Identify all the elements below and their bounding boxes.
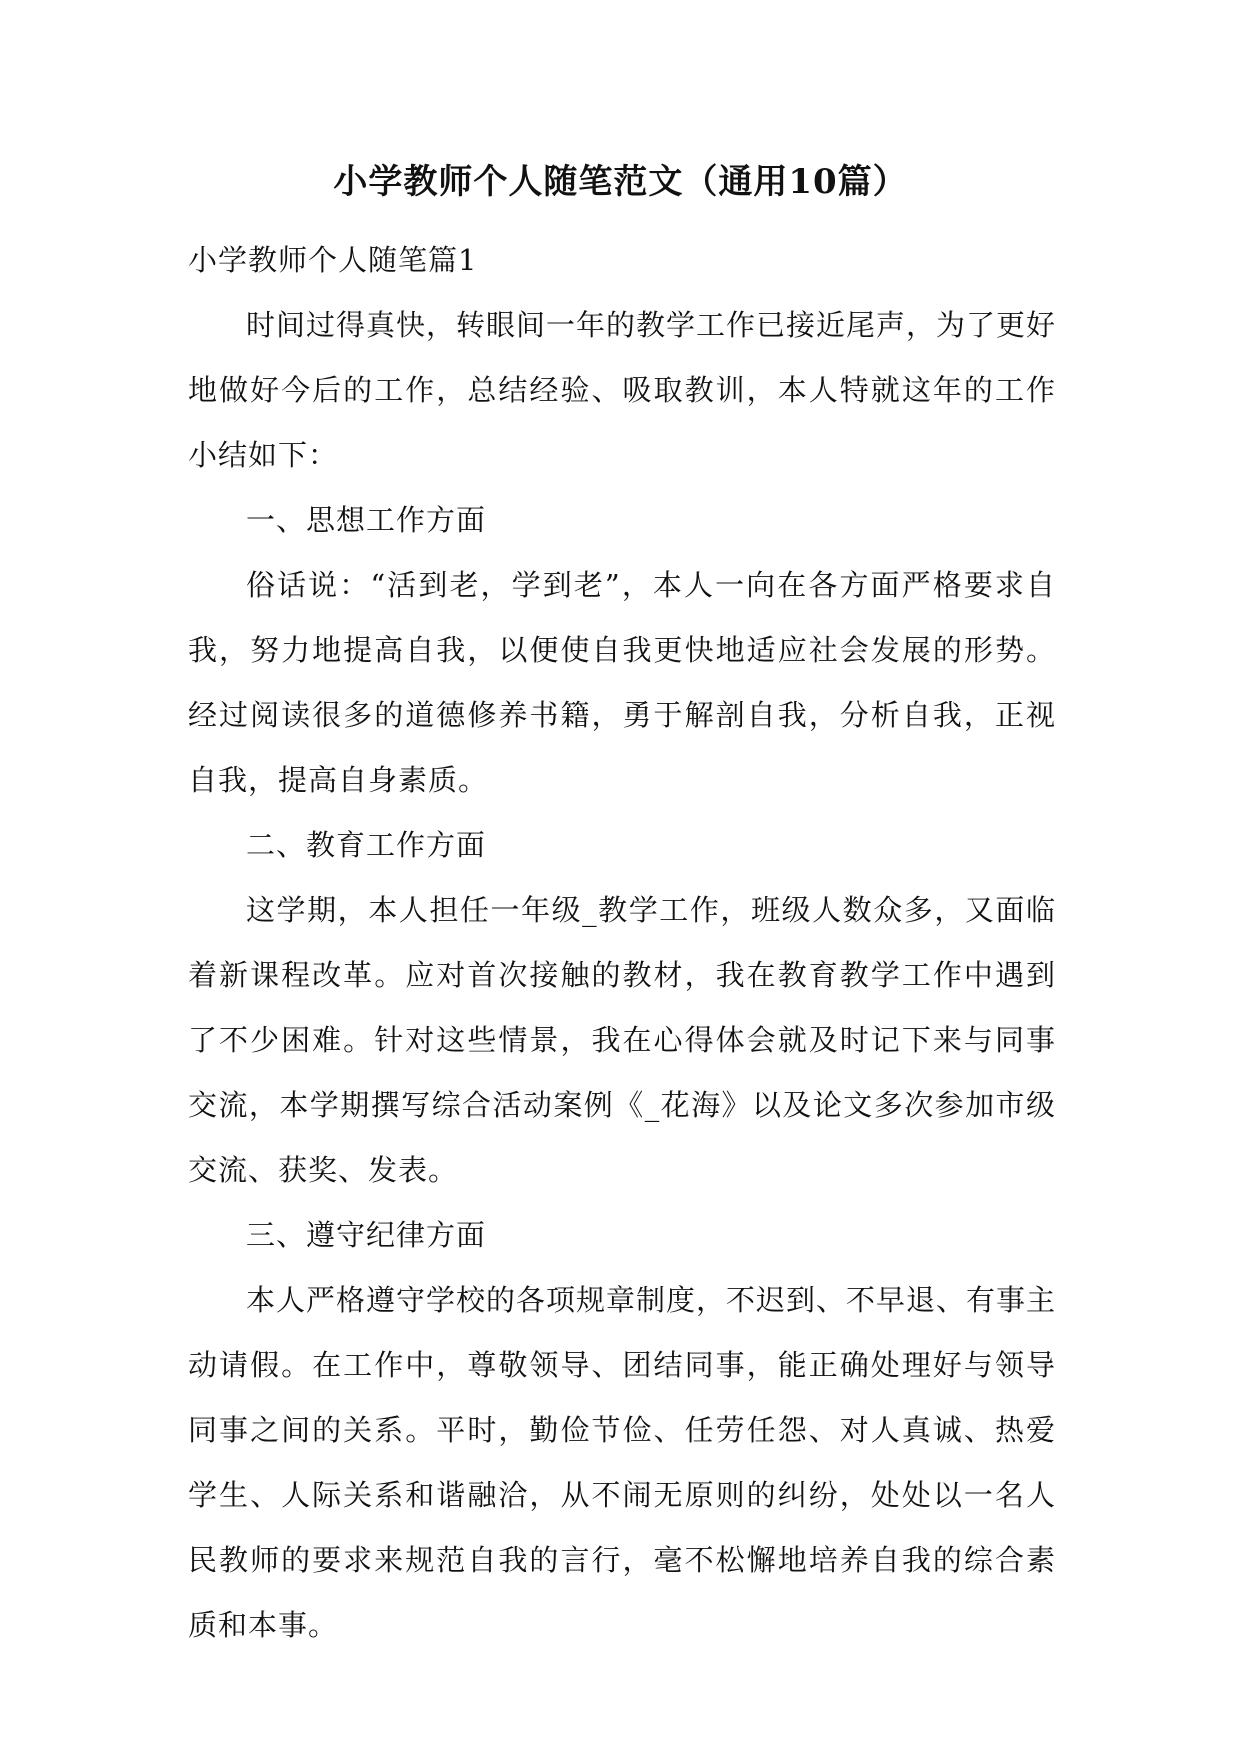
- heading-education: 二、教育工作方面: [246, 828, 487, 862]
- document-body: [188, 228, 1056, 1658]
- document-title: 小学教师个人随笔范文（通用10篇）: [333, 162, 908, 202]
- paragraph-education: 这学期，本人担任一年级_教学工作，班级人数众多，又面临着新课程改革。应对首次接触的教材，我在教育教学工作中遇到了不少困难。针对这些情景，我在心得体会就及时记下来与同事交流，本学期撰写综合活动案例《_花海》以及论文多次参加市级交流、获奖、发表。: [188, 893, 1056, 1187]
- heading-ideology: 一、思想工作方面: [246, 503, 487, 537]
- heading-discipline: 三、遵守纪律方面: [246, 1218, 487, 1252]
- paragraph-ideology: 俗话说：“活到老，学到老”，本人一向在各方面严格要求自我，努力地提高自我，以便使自我更快地适应社会发展的形势。经过阅读很多的道德修养书籍，勇于解剖自我，分析自我，正视自我，提高自身素质。: [188, 568, 1056, 797]
- paragraph-discipline: 本人严格遵守学校的各项规章制度，不迟到、不早退、有事主动请假。在工作中，尊敬领导、团结同事，能正确处理好与领导同事之间的关系。平时，勤俭节俭、任劳任怨、对人真诚、热爱学生、人际关系和谐融洽，从不闹无原则的纠纷，处处以一名人民教师的要求来规范自我的言行，毫不松懈地培养自我的综合素质和本事。: [188, 1283, 1057, 1642]
- section-subtitle: 小学教师个人随笔篇1: [188, 243, 478, 277]
- paragraph-intro: 时间过得真快，转眼间一年的教学工作已接近尾声，为了更好地做好今后的工作，总结经验、吸取教训，本人特就这年的工作小结如下：: [188, 308, 1057, 472]
